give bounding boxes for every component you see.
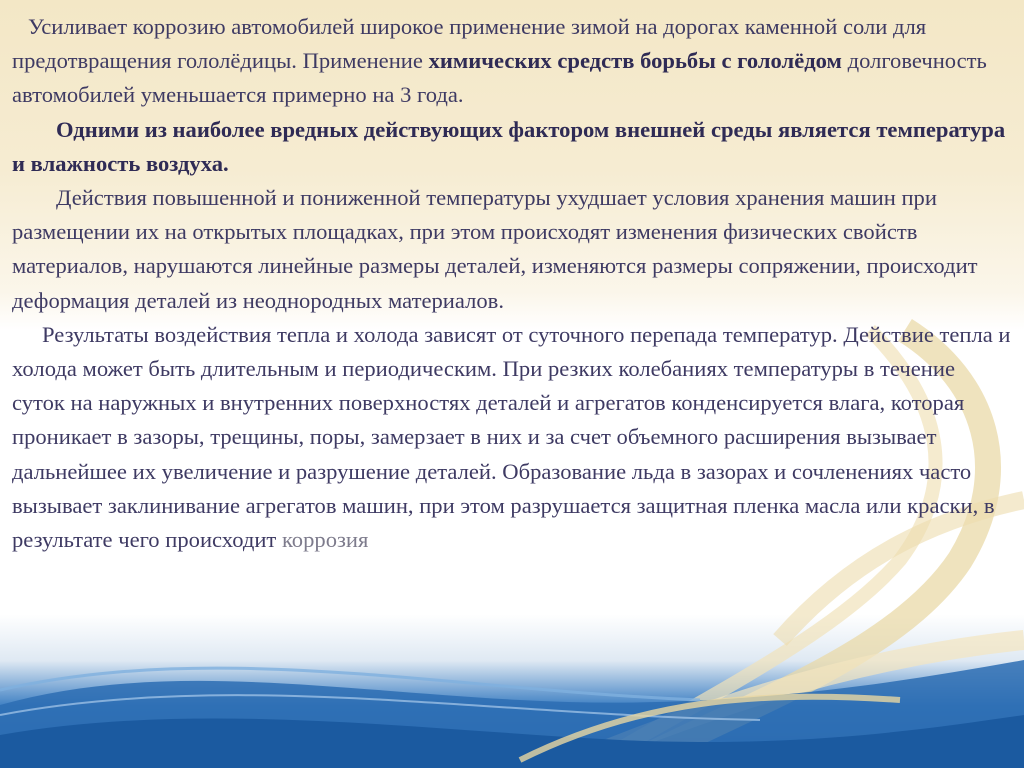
text-run: Результаты воздействия тепла и холода зависят от суточного перепада температур. Действие тепла и холода может быть длительным и периодическим. При резких колебаниях температуры в течение суток на наружных и внутренних поверхностях деталей и агрегатов конденсируется влага, которая проникает в зазоры, трещины, поры, замерзает в них и за счет объемного расширения вызывает дальнейшее их увеличение и разрушение деталей. Образование льда в зазорах и сочленениях часто вызывает заклинивание агрегатов машин, при этом разрушается защитная пленка масла или краски, в результате чего происходит (12, 321, 1011, 553)
paragraph-harmful-factors (12, 113, 1012, 181)
text-run: Действия повышенной и пониженной температуры ухудшает условия хранения машин при размещении их на открытых площадках, при этом происходят изменения физических свойств материалов, нарушаются линейные размеры деталей, изменяются размеры сопряжении, происходит деформация деталей из неоднородных материалов. (12, 185, 978, 313)
paragraph-salt-corrosion (12, 10, 1012, 113)
faded-text-run: коррозия (281, 527, 369, 553)
paragraph-heat-cold-results (12, 318, 1012, 557)
bold-text-run: химических средств борьбы с гололёдом (428, 48, 842, 74)
paragraph-temperature-effects (12, 181, 1012, 318)
text-run: долговечность автомобилей уменьшается примерно на 3 года. (12, 48, 987, 108)
slide-text (12, 10, 1012, 557)
bold-text-run: Одними из наиболее вредных действующих фактором внешней среды является температура и влажность воздуха. (12, 116, 1006, 176)
text-run: Усиливает коррозию автомобилей широкое применение зимой на дорогах каменной соли для предотвращения гололёдицы. Применение (12, 14, 927, 74)
